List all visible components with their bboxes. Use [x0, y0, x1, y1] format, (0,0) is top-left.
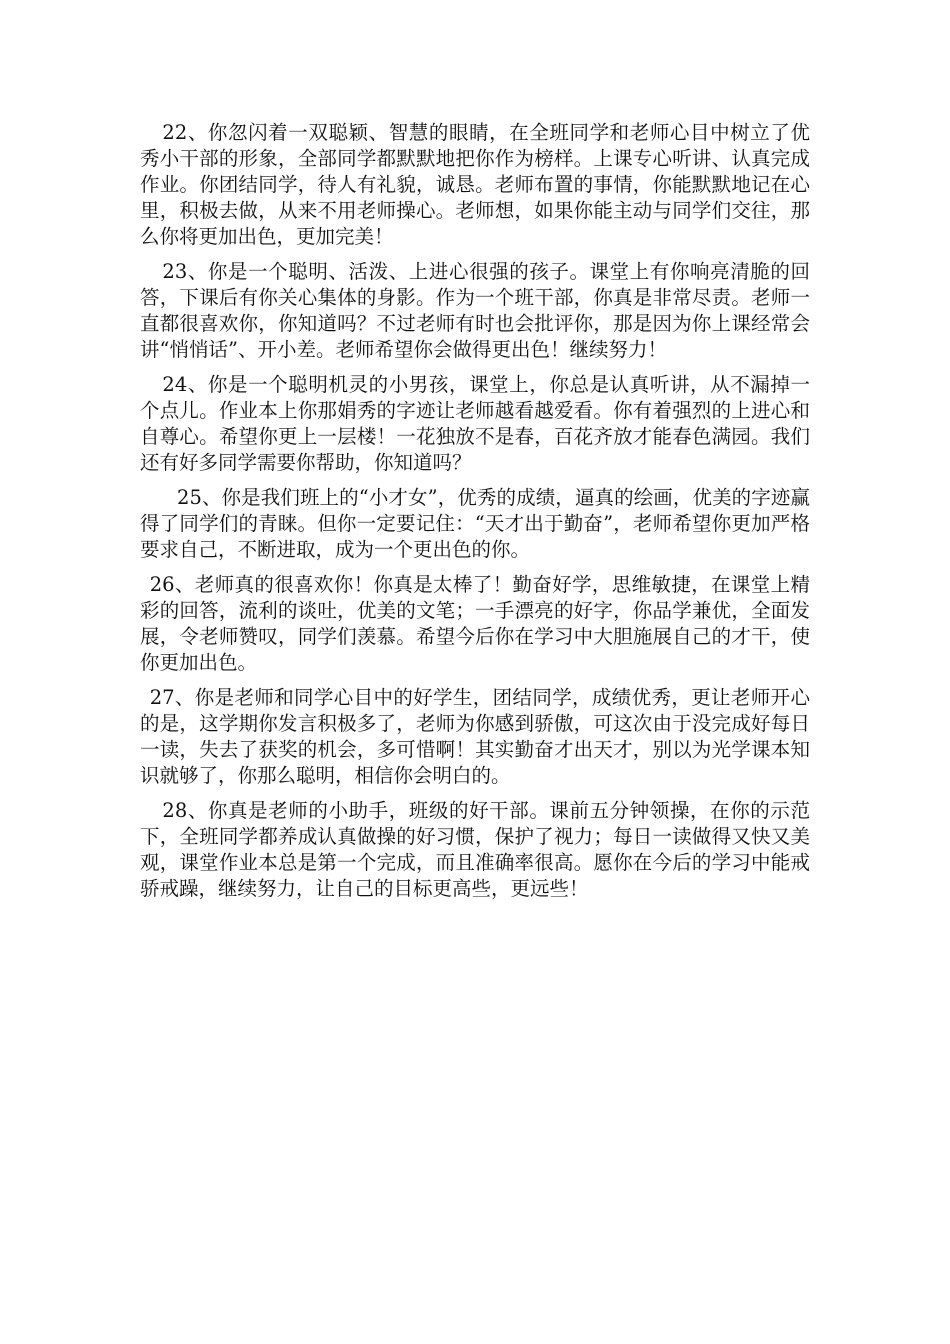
comment-paragraph-26: 26、老师真的很喜欢你！你真是太棒了！勤奋好学，思维敏捷，在课堂上精彩的回答，流利的谈吐，优美的文笔；一手漂亮的好字，你品学兼优，全面发展，令老师赞叹，同学们羡慕。希望今后你在学习中大胆施展自己的才干，使你更加出色。 — [140, 573, 810, 674]
comment-paragraph-28: 28、你真是老师的小助手，班级的好干部。课前五分钟领操，在你的示范下，全班同学都养成认真做操的好习惯，保护了视力；每日一读做得又快又美观，课堂作业本总是第一个完成，而且准确率很高。愿你在今后的学习中能戒骄戒躁，继续努力，让自己的目标更高些，更远些！ — [140, 799, 810, 900]
comment-paragraph-24: 24、你是一个聪明机灵的小男孩，课堂上，你总是认真听讲，从不漏掉一个点儿。作业本上你那娟秀的字迹让老师越看越爱看。你有着强烈的上进心和自尊心。希望你更上一层楼！一花独放不是春，百花齐放才能春色满园。我们还有好多同学需要你帮助，你知道吗？ — [140, 373, 810, 474]
comment-paragraph-22: 22、你忽闪着一双聪颖、智慧的眼睛，在全班同学和老师心目中树立了优秀小干部的形象，全部同学都默默地把你作为榜样。上课专心听讲、认真完成作业。你团结同学，待人有礼貌，诚恳。老师布置的事情，你能默默地记在心里，积极去做，从来不用老师操心。老师想，如果你能主动与同学们交往，那么你将更加出色，更加完美！ — [140, 121, 810, 248]
comment-paragraph-23: 23、你是一个聪明、活泼、上进心很强的孩子。课堂上有你响亮清脆的回答，下课后有你关心集体的身影。作为一个班干部，你真是非常尽责。老师一直都很喜欢你，你知道吗？不过老师有时也会批评你，那是因为你上课经常会讲“悄悄话”、开小差。老师希望你会做得更出色！继续努力！ — [140, 260, 810, 361]
document-body — [140, 120, 810, 911]
comment-paragraph-27: 27、你是老师和同学心目中的好学生，团结同学，成绩优秀，更让老师开心的是，这学期你发言积极多了，老师为你感到骄傲，可这次由于没完成好每日一读，失去了获奖的机会，多可惜啊！其实勤奋才出天才，别以为光学课本知识就够了，你那么聪明，相信你会明白的。 — [140, 686, 810, 787]
comment-paragraph-25: 25、你是我们班上的“小才女”，优秀的成绩，逼真的绘画，优美的字迹赢得了同学们的青睐。但你一定要记住：“天才出于勤奋”，老师希望你更加严格要求自己，不断进取，成为一个更出色的你。 — [140, 486, 810, 561]
